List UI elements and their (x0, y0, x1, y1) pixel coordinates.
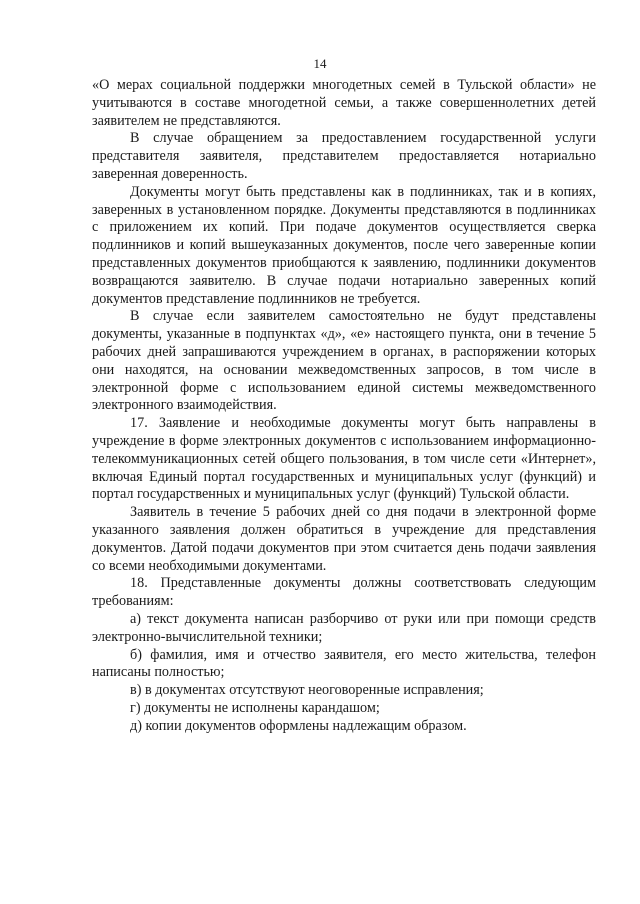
list-item-b: б) фамилия, имя и отчество заявителя, его место жительства, телефон написаны полностью; (92, 646, 596, 681)
list-item-v: в) в документах отсутствуют неоговоренные исправления; (130, 682, 484, 699)
page-number: 14 (313, 56, 327, 71)
list-item-a: а) текст документа написан разборчиво от руки или при помощи средств электронно-вычислительной техники; (92, 610, 596, 645)
paragraph-continuation: «О мерах социальной поддержки многодетных семей в Тульской области» не учитываются в составе многодетной семьи, а также совершеннолетних детей заявителем не представляются. (92, 77, 596, 129)
paragraph-item-17: 17. Заявление и необходимые документы могут быть направлены в учреждение в форме электронных документов с использованием информационно-телекоммуникационных сетей общего пользования, в том числе сети «Интернет», включая Единый портал государственных и муниципальных услуг (функций) и портал государственных и муниципальных услуг (функций) Тульской области. (92, 415, 596, 503)
list-item-d: д) копии документов оформлены надлежащим образом. (130, 717, 467, 734)
paragraph-document-copies: Документы могут быть представлены как в подлинниках, так и в копиях, заверенных в установленном порядке. Документы представляются в подлинниках с приложением их копий. При подаче документов осуществляется сверка подлинников и копий вышеуказанных документов, после чего заверенные копии представленных документов приобщаются к заявлению, подлинники документов возвращаются заявителю. В случае подачи нотариально заверенных копий документов представление подлинников не требуется. (92, 183, 596, 307)
paragraph-interagency-requests: В случае если заявителем самостоятельно не будут представлены документы, указанные в подпунктах «д», «е» настоящего пункта, они в течение 5 рабочих дней запрашиваются учреждением в органах, в распоряжении которых они находятся, на основании межведомственных запросов, в том числе в электронной форме с использованием единой системы межведомственного электронного взаимодействия. (92, 308, 596, 414)
document-body (92, 77, 596, 735)
paragraph-representative: В случае обращением за предоставлением государственной услуги представителя заявителя, представителем предоставляется нотариально заверенная доверенность. (92, 130, 596, 182)
paragraph-electronic-submission: Заявитель в течение 5 рабочих дней со дня подачи в электронной форме указанного заявления должен обратиться в учреждение для представления документов. Датой подачи документов при этом считается день подачи заявления со всеми необходимыми документами. (92, 504, 596, 574)
paragraph-item-18: 18. Представленные документы должны соответствовать следующим требованиям: (92, 575, 596, 610)
list-item-g: г) документы не исполнены карандашом; (130, 699, 380, 716)
